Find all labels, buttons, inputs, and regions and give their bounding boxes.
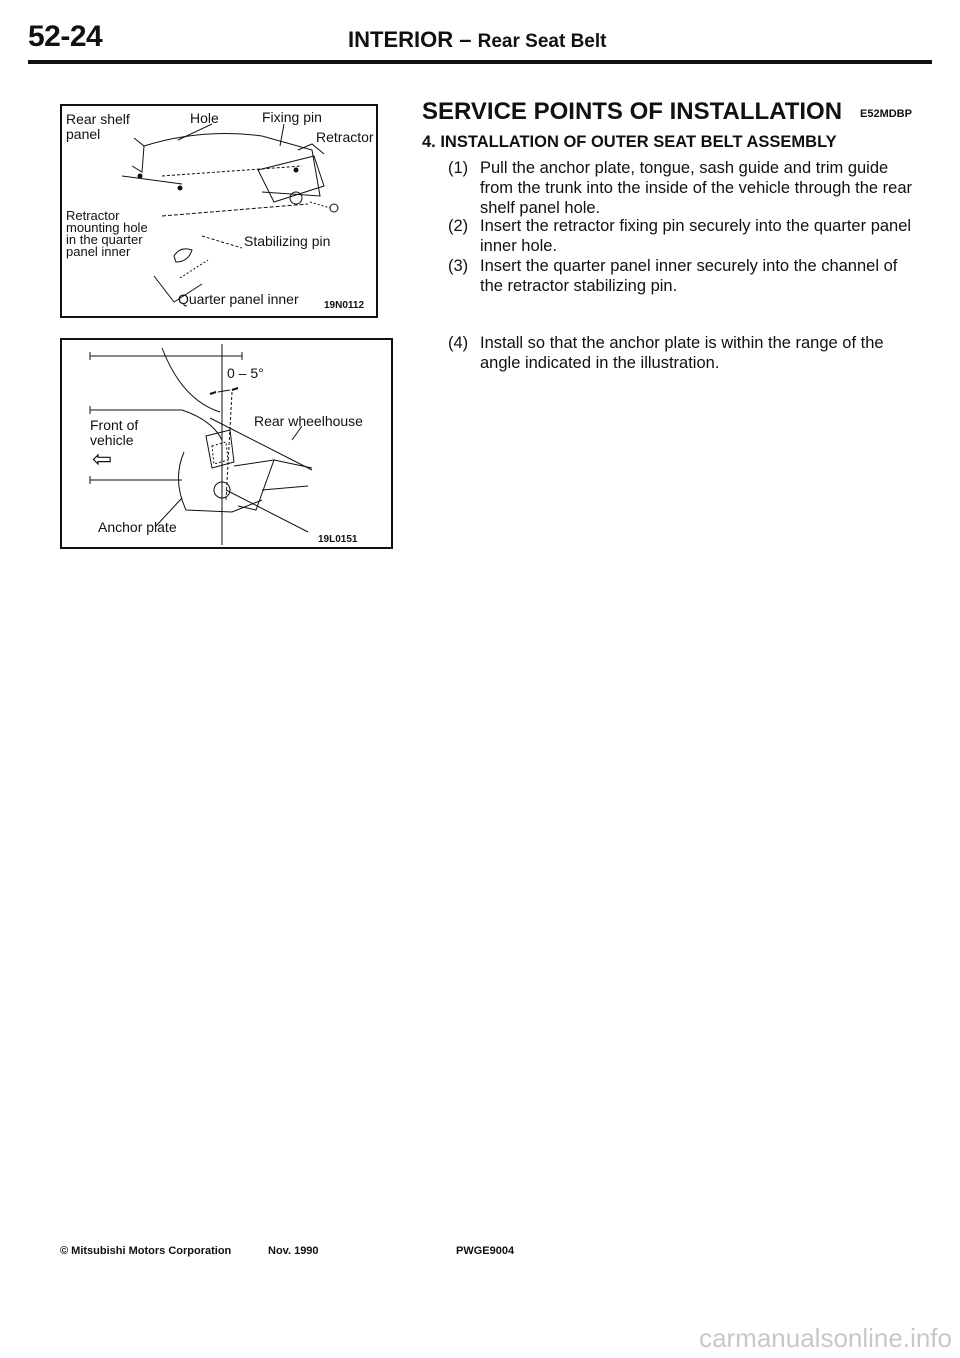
label-fixing-pin: Fixing pin [262,109,322,125]
front-arrow-icon: ⇦ [92,446,113,473]
label-stabilizing-pin: Stabilizing pin [244,233,331,249]
step-text: Install so that the anchor plate is within the range of the angle indicated in the illustration. [480,334,884,372]
step-1 [448,158,918,218]
page-title [348,27,606,53]
section-code: E52MDBP [860,108,912,120]
footer-date: Nov. 1990 [268,1245,319,1257]
header-section: INTERIOR [348,27,454,52]
step-3 [448,256,918,296]
step-number: (4) [448,334,469,352]
watermark: carmanualsonline.info [699,1323,952,1353]
step-number: (3) [448,257,469,275]
label-rear-shelf-panel: Rear shelf panel [66,111,130,142]
footer-code: PWGE9004 [456,1245,515,1257]
header-subtitle: Rear Seat Belt [477,31,607,52]
section-subheading: 4. INSTALLATION OF OUTER SEAT BELT ASSEMBLY [422,133,837,151]
label-hole: Hole [190,110,219,126]
step-number: (1) [448,159,469,177]
label-angle-range: 0 – 5° [227,365,264,381]
label-front-of-vehicle: Front of vehicle [90,417,139,448]
header-separator: – [459,27,472,52]
step-2 [448,216,918,256]
header-rule [28,60,932,64]
anchor-plate-angle-figure [60,338,393,549]
step-4 [448,333,918,373]
label-anchor-plate: Anchor plate [98,519,177,535]
retractor-installation-figure [60,104,378,318]
section-title: SERVICE POINTS OF INSTALLATION [422,98,843,125]
step-number: (2) [448,217,469,235]
page-number: 52-24 [28,20,103,53]
figure-code: 19L0151 [318,534,358,545]
footer-copyright: © Mitsubishi Motors Corporation [60,1245,232,1257]
figure-code: 19N0112 [324,300,365,311]
label-quarter-panel-inner: Quarter panel inner [178,291,299,307]
label-rear-wheelhouse: Rear wheelhouse [254,413,363,429]
step-text: Insert the retractor fixing pin securely into the quarter panel inner hole. [480,217,912,255]
step-text: Insert the quarter panel inner securely into the channel of the retractor stabilizing pin. [480,257,898,295]
label-retractor: Retractor [316,129,374,145]
label-retractor-mounting-hole: Retractor mounting hole in the quarter panel inner [66,208,148,259]
step-text: Pull the anchor plate, tongue, sash guide and trim guide from the trunk into the inside of the vehicle through the rear shelf panel hole. [480,159,912,217]
